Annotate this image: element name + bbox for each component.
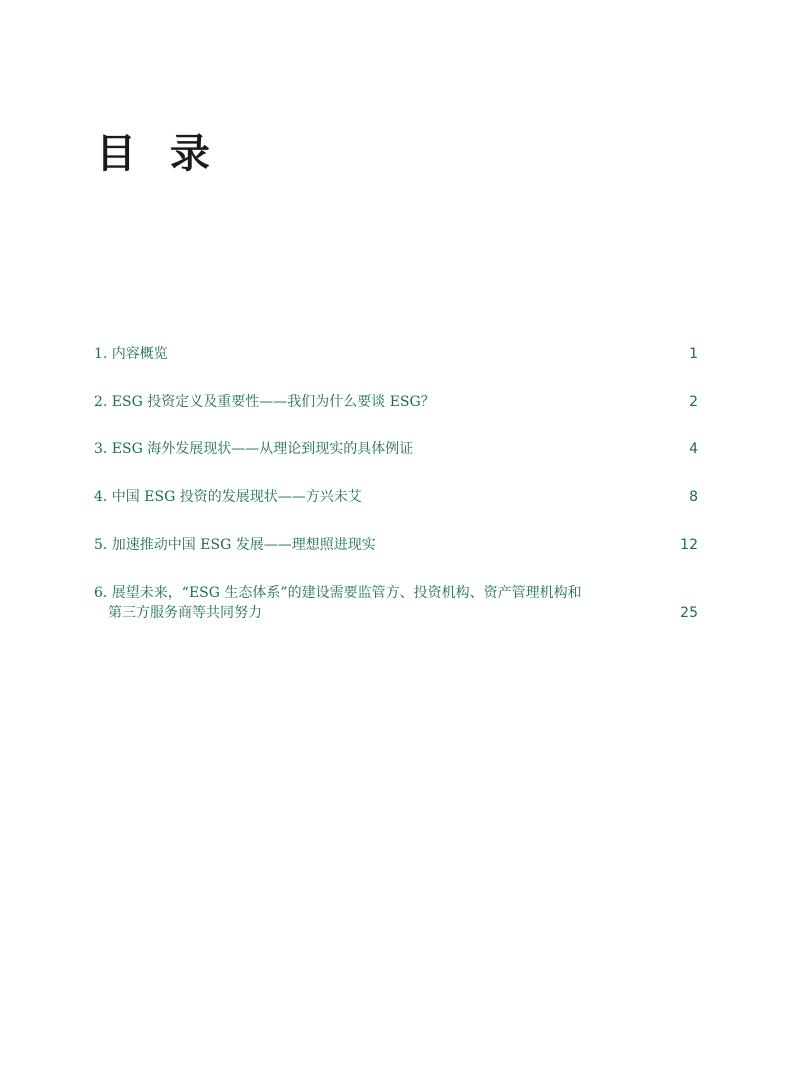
toc-entry-page: 1 bbox=[689, 346, 698, 362]
toc-entry-3[interactable] bbox=[94, 439, 700, 459]
toc-entry-2[interactable] bbox=[94, 392, 700, 412]
toc-entry-6[interactable] bbox=[94, 583, 700, 623]
toc-entry-label: 1. 内容概览 bbox=[94, 346, 168, 362]
toc-entry-page: 4 bbox=[689, 441, 698, 457]
toc-entry-label: 5. 加速推动中国 ESG 发展——理想照进现实 bbox=[94, 537, 376, 553]
toc-entry-label-line2: 第三方服务商等共同努力 bbox=[108, 605, 262, 621]
toc-entry-page: 25 bbox=[680, 605, 698, 621]
toc-entry-page: 2 bbox=[689, 394, 698, 410]
toc-entry-label: 4. 中国 ESG 投资的发展现状——方兴未艾 bbox=[94, 489, 362, 505]
toc-entry-label: 2. ESG 投资定义及重要性——我们为什么要谈 ESG？ bbox=[94, 394, 435, 410]
toc-entry-page: 8 bbox=[689, 489, 698, 505]
toc-entry-label: 6. 展望未来，“ESG 生态体系”的建设需要监管方、投资机构、资产管理机构和 bbox=[94, 585, 582, 601]
toc-entry-label: 3. ESG 海外发展现状——从理论到现实的具体例证 bbox=[94, 441, 414, 457]
toc-entry-label-block bbox=[94, 583, 582, 623]
toc-entry-page: 12 bbox=[680, 537, 698, 553]
page-title: 目 录 bbox=[96, 130, 220, 177]
toc-entry-5[interactable] bbox=[94, 535, 700, 555]
toc-entry-1[interactable] bbox=[94, 344, 700, 364]
toc-entry-4[interactable] bbox=[94, 487, 700, 507]
